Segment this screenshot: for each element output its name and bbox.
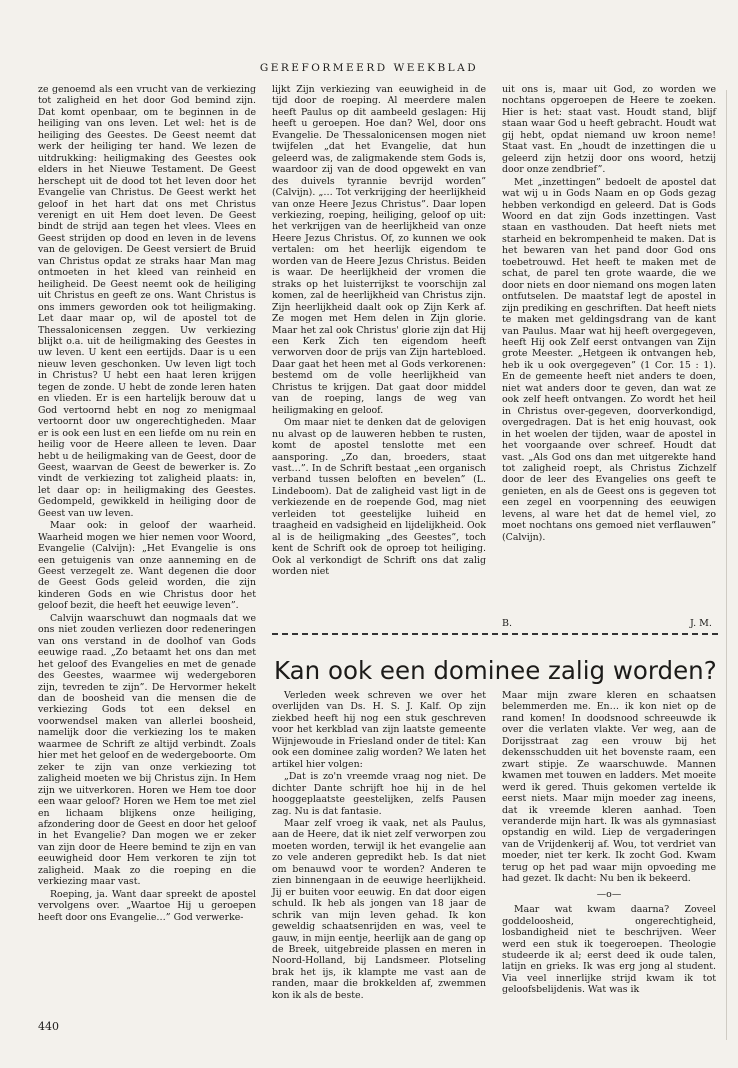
paragraph: „Dat is zo'n vreemde vraag nog niet. De dichter Dante schrijft hoe hij in de hel hooggeplaatste geestelijken, zelfs Pausen zag. Nu is dat fantasie. xyxy=(272,771,486,817)
page-number: 440 xyxy=(38,1020,59,1033)
article-headline: Kan ook een dominee zalig worden? xyxy=(274,656,717,686)
paragraph: lijkt Zijn verkiezing van eeuwigheid in de tijd door de roeping. Al meerdere malen heeft Paulus op dit aambeeld geslagen: Hij heeft u geroepen. Hoe dan? Wel, door ons Evangelie. De Thessalonicensen mogen niet twijfelen „dat het Evangelie, dat hun geleerd was, de zaligmakende stem Gods is, waardoor zij van de dood opgewekt en van des duivels tyrannie bevrijd worden” (Calvijn). „… Tot verkrijging der heerlijkheid van onze Heere Jezus Christus”. Daar lopen verkiezing, roeping, heiliging, geloof op uit: het verkrijgen van de heerlijkheid van onze Heere Jezus Christus. Of, zo kunnen we ook vertalen: om het heerlijk eigendom te worden van de Heere Jezus Christus. Beiden is waar. De heerlijkheid der vromen die straks op het luisterrijkst te voorschijn zal komen, zal de heerlijkheid van Christus zijn. Zijn heerlijkheid daalt ook op Zijn Kerk af. Ze mogen met Hem delen in Zijn glorie. Maar het zal ook Christus' glorie zijn dat Hij een Kerk Zich ten eigendom heeft verworven door de prijs van Zijn hartebloed. Daar gaat het heen met al Gods verkorenen: bestemd om de volle heerlijkheid van Christus te krijgen. Dat gaat door middel van de roeping, langs de weg van heiligmaking en geloof. xyxy=(272,84,486,416)
article2-column-1 xyxy=(272,690,486,1050)
paragraph: Maar ook: in geloof der waarheid. Waarheid mogen we hier nemen voor Woord, Evangelie (Calvijn): „Het Evangelie is ons een getuigenis van onze aanneming en de Geest verzegelt ze. Want degenen die door de Geest Gods geleid worden, die zijn kinderen Gods en wie Christus door het geloof bezit, die heeft het eeuwige leven”. xyxy=(38,520,256,612)
page-edge-rule xyxy=(726,90,727,1040)
paragraph: ze genoemd als een vrucht van de verkiezing tot zaligheid en het door God bemind zijn. Dat komt openbaar, om te beginnen in de heiliging van ons leven. Let wel: het is de heiliging des Geestes. De Geest neemt dat werk der heiliging ter hand. We lezen de uitdrukking: heiligmaking des Geestes ook elders in het Nieuwe Testament. De Geest herschept uit de dood tot het leven door het Evangelie van Christus. De Geest werkt het geloof in het hart dat ons met Christus verenigt en uit Hem doet leven. De Geest bindt de strijd aan tegen het vlees. Vlees en Geest strijden op dood en leven in de levens van de gelovigen. De Geest versiert de Bruid van Christus opdat ze straks haar Man mag ontmoeten in het kleed van reinheid en heiligheid. De Geest neemt ook de heiliging uit Christus en geeft ze ons. Want Christus is ons immers geworden ook tot heiligmaking. Let daar maar op, wil de apostel tot de Thessalonicensen zeggen. Uw verkiezing blijkt o.a. uit de heiligmaking des Geestes in uw leven. U kent een eertijds. Daar is u een nieuw leven geschonken. Uw leven ligt toch in Christus? U hebt een haat leren krijgen tegen de zonde. U hebt de zonde leren haten en vlieden. Er is een hartelijk berouw dat u God vertoornd hebt en nog zo menigmaal vertoornt door uw ongerechtigheden. Maar er is ook een lust en een liefde om nu rein en heilig voor de Heere alleen te leven. Daar hebt u de heiligmaking van de Geest, door de Geest, waarvan de Geest de bewerker is. Zo vindt de verkiezing tot zaligheid plaats: in, let daar op: in heiligmaking des Geestes. Gedompeld, gewikkeld in heiliging door de Geest van uw leven. xyxy=(38,84,256,519)
paragraph: Maar mijn zware kleren en schaatsen belemmerden me. En… ik kon niet op de rand komen! In doodsnood schreeuwde ik over die verlaten vlakte. Ver weg, aan de Dorijsstraat zag een vrouw bij het dekensschudden uit het bovenste raam, een zwart stipje. Ze waarschuwde. Mannen kwamen met touwen en ladders. Met moeite werd ik gered. Thuis gekomen vertelde ik eerst niets. Maar mijn moeder zag ineens, dat ik vreemde kleren aanhad. Toen veranderde mijn hart. Ik was als gymnasiast opstandig en wild. Liep de vergaderingen van de Vrijdenkerij af. Wou, tot verdriet van moeder, niet ter kerk. Ik zocht God. Kwam terug op het pad waar mijn opvoeding me had gezet. Ik dacht: Nu ben ik bekeerd. xyxy=(502,690,716,885)
paragraph: Maar zelf vroeg ik vaak, net als Paulus, aan de Heere, dat ik niet zelf verworpen zou moeten worden, terwijl ik het evangelie aan zo vele anderen gepredikt heb. Is dat niet om benauwd voor te worden? Anderen te zien binnengaan in de eeuwige heerlijkheid. Jij er buiten voor eeuwig. En dat door eigen schuld. Ik heb als jongen van 18 jaar de schrik van mijn leven gehad. Ik kon geweldig schaatsenrijden en was, veel te gauw, in mijn eentje, heerlijk aan de gang op de Breek, uitgebreide plassen en meren in Noord-Holland, bij Landsmeer. Plotseling brak het ijs, ik klampte me vast aan de randen, maar die brokkelden af, zwemmen kon ik als de beste. xyxy=(272,817,486,1001)
paragraph: uit ons is, maar uit God, zo worden we nochtans opgeroepen de Heere te zoeken. Hier is het: staat vast. Houdt stand, blijf staan waar God u heeft gebracht. Houdt wat gij hebt, opdat niemand uw kroon neme! Staat vast. En „houdt de inzettingen die u geleerd zijn hetzij door ons woord, hetzij door onze zendbrief”. xyxy=(502,84,716,176)
article-column-1 xyxy=(38,84,256,923)
paragraph: Met „inzettingen” bedoelt de apostel dat wat wij u in Gods Naam en op Gods gezag hebben verkondigd en geleerd. Dat is Gods Woord en dat zijn Gods inzettingen. Vast staan en vasthouden. Dat heeft niets met starheid en bekrompenheid te maken. Dat is het bewaren van het pand door God ons toebetrouwd. Het heeft te maken met de schat, de parel ten grote waarde, die we door niets en door niemand ons mogen laten ontfutselen. De maatstaf legt de apostel in zijn prediking en geschriften. Dat heeft niets te maken met geldingsdrang van de kant van Paulus. Maar wat hij heeft overgegeven, heeft Hij ook Zelf eerst ontvangen van Zijn grote Meester. „Hetgeen ik ontvangen heb, heb ik u ook overgegeven” (1 Cor. 15 : 1). En de gemeente heeft niet anders te doen, niet wat anders door te geven, dan wat ze ook zelf heeft ontvangen. Zo wordt het heil in Christus over-gegeven, doorverkondigd, overgedragen. Dat is het enig houvast, ook in het woelen der tijden, waar de apostel in het voorgaande over schreef. Houdt dat vast. „Als God ons dan met uitgerekte hand tot zaligheid roept, als Christus Zichzelf door de leer des Evangelies ons geeft te genieten, en als de Geest ons is gegeven tot een zegel en voorpenning des eeuwigen levens, al ware het dat de hemel viel, zo moet nochtans ons gemoed niet verflauwen” (Calvijn). xyxy=(502,176,716,543)
paragraph: Om maar niet te denken dat de gelovigen nu alvast op de lauweren hebben te rusten, komt de apostel tenslotte met een aansporing. „Zo dan, broeders, staat vast…”. In de Schrift bestaat „een organisch verband tussen beloften en bevelen” (L. Lindeboom). Dat de zaligheid vast ligt in de verkiezende en de roepende God, mag niet verleiden tot geestelijke luiheid en traagheid en vadsigheid en lijdelijkheid. Ook al is de heiligmaking „des Geestes”, toch kent de Schrift ook de oproep tot heiliging. Ook al verkondigt de Schrift ons dat zalig worden niet xyxy=(272,417,486,578)
paragraph: Roeping, ja. Want daar spreekt de apostel vervolgens over. „Waartoe Hij u geroepen heeft door ons Evangelie…” God verwerke- xyxy=(38,888,256,923)
masthead: GEREFORMEERD WEEKBLAD xyxy=(259,62,479,74)
paragraph: Calvijn waarschuwt dan nogmaals dat we ons niet zouden verliezen door redeneringen van ons verstand in de doolhof van Gods eeuwige raad. „Zo betaamt het ons dan met het geloof des Evangelies en met de genade des Geestes, waarmee wij wedergeboren zijn, tevreden te zijn”. De Hervormer hekelt dan de boosheid van die mensen die de verkiezing Gods tot een deksel en voorwendsel maken van allerlei boosheid, namelijk door die verkiezing los te maken waarmee de Schrift ze altijd verbindt. Zoals hier met het geloof en de wedergeboorte. Om zeker te zijn van onze verkiezing tot zaligheid moeten we bij Christus zijn. In Hem zijn we uitverkoren. Horen we Hem toe door een waar geloof? Horen we Hem toe met ziel en lichaam blijkens onze heiliging, afzondering door de Geest en door het geloof in het Evangelie? Dan mogen we er zeker van zijn door de Heere bemind te zijn en van eeuwigheid door Hem verkoren te zijn tot zaligheid. Maak zo die roeping en die verkiezing maar vast. xyxy=(38,612,256,888)
paragraph: Verleden week schreven we over het overlijden van Ds. H. S. J. Kalf. Op zijn ziekbed heeft hij nog een stuk geschreven voor het kerkblad van zijn laatste gemeente Wijnjewoude in Friesland onder de titel: Kan ook een dominee zalig worden? We laten het artikel hier volgen: xyxy=(272,690,486,770)
section-separator: —o— xyxy=(596,888,622,900)
article2-column-2 xyxy=(502,690,716,1050)
paragraph: Maar wat kwam daarna? Zoveel goddeloosheid, ongerechtigheid, losbandigheid niet te beschrijven. Weer werd een stuk ik toegeroepen. Theologie studeerde ik al; eerst deed ik oude talen, latijn en grieks. Ik was erg jong al student. Via veel innerlijke strijd kwam ik tot geloofsbelijdenis. Wat was ik xyxy=(502,904,716,996)
article-column-2 xyxy=(272,84,486,616)
signature-left: B. xyxy=(502,618,513,629)
section-divider xyxy=(272,633,718,635)
article-column-3 xyxy=(502,84,716,616)
signature-right: J. M. xyxy=(690,618,712,629)
